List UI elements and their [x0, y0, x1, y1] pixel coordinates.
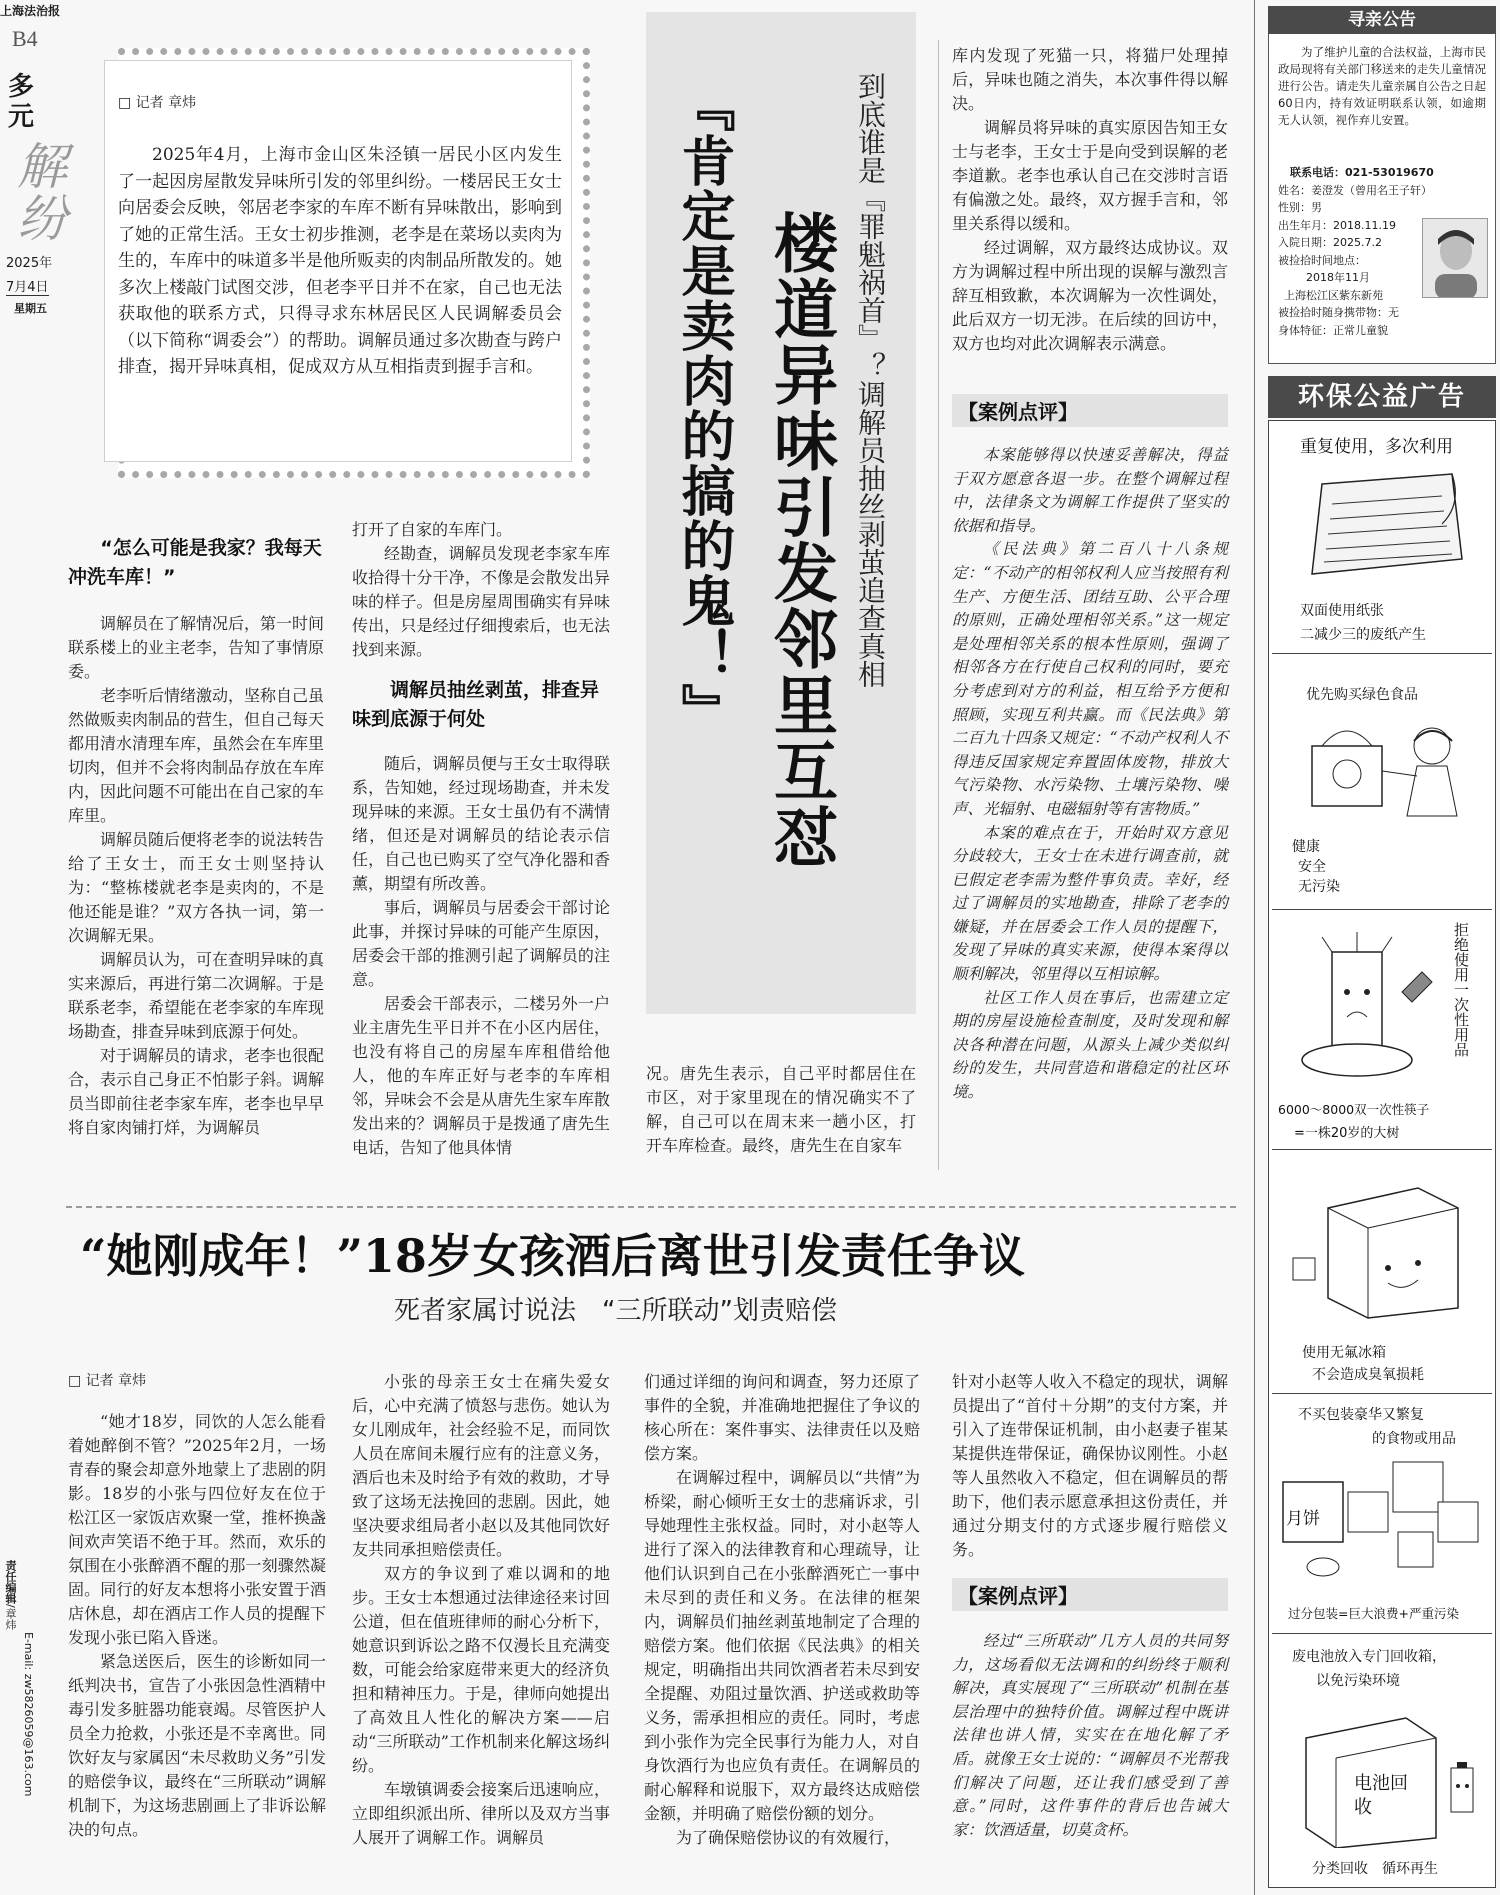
- column-rule: [938, 40, 939, 1170]
- notice-name: 姓名：姜澄发（曾用名王子轩）: [1278, 183, 1432, 197]
- paragraph: 本案能够得以快速妥善解决，得益于双方愿意各退一步。在整个调解过程中，法律条文为调解工作提供了坚实的依据和指导。: [952, 446, 1228, 535]
- paragraph: 老李听后情绪激动，坚称自己虽然做贩卖肉制品的营生，但自己每天都用清水清理车库，虽然会在车库里切肉，但并不会将肉制品存放在车库内，因此问题不可能出在自己家的车库里。: [68, 686, 325, 825]
- article1-kicker: 到底谁是『罪魁祸首』？调解员抽丝剥茧追查真相: [854, 72, 887, 688]
- article1-lead: 2025年4月，上海市金山区朱泾镇一居民小区内发生了一起因房屋散发异味所引发的邻里纠纷。一楼居民王女士向居委会反映，邻居老李家的车库不断有异味散出，影响到了她的正常生活。王女士初步推测，老李是在菜场以卖肉为生的，车库中的味道多半是他所贩卖的肉制品所散发的。她多次上楼敲门试图交涉，但老李平日并不在家，自己也无法获取他的联系方式，只得寻求东林居民区人民调解委员会（以下简称“调委会”）的帮助。调解员通过多次勘查与跨户排查，揭开异味真相，促成双方从互相指责到握手言和。: [118, 145, 562, 377]
- paragraph: 调解员将异味的真实原因告知王女士与老李，王女士于是向受到误解的老李道歉。老李也承认自己在交涉时言语有偏激之处。最终，双方握手言和，邻里关系得以缓和。: [952, 118, 1228, 233]
- section-title-b: 解纷: [9, 140, 67, 244]
- paragraph: 紧急送医后，医生的诊断如同一纸判决书，宣告了小张因急性酒精中毒引发多脏器功能衰竭。尽管医护人员全力抢救，小张还是不幸离世。同饮好友与家属因“未尽救助义务”引发的赔偿争议，最终在“三所联动”调解机制下，为这场悲剧画上了非诉讼解决的句点。: [68, 1652, 326, 1839]
- paragraph: 经过调解，双方最终达成协议。双方为调解过程中所出现的误解与激烈言辞互相致歉，本次调解为一次性调处，此后双方一切无涉。在后续的回访中，双方也均对此次调解表示满意。: [952, 238, 1228, 353]
- notice-found-place: 上海松江区紫东新苑: [1284, 288, 1383, 302]
- ad-p6-t2: 以免污染环境: [1316, 1673, 1400, 1689]
- paper-logo: 上海法治报: [0, 4, 61, 18]
- paragraph: 对于调解员的请求，老李也很配合，表示自己身正不怕影子斜。调解员当即前往老李家车库，老李也早早将自家肉铺打烊，为调解员: [68, 1046, 325, 1137]
- editor-name: /章炜: [4, 1604, 17, 1630]
- article2-review: [952, 1630, 1228, 1842]
- notice-body: 身体特征：正常儿童貌: [1278, 323, 1388, 337]
- article1-review-tag: 【案例点评】: [952, 394, 1228, 427]
- ad-p3-side: 拒绝使用一次性用品: [1452, 922, 1470, 1057]
- article1-review: [952, 444, 1228, 1105]
- paragraph: 调解员随后便将老李的说法转告给了王女士，而王女士则坚持认为：“整栋楼就老李是卖肉的，不是他还能是谁？”双方各执一词，第一次调解无果。: [68, 830, 325, 945]
- article-divider: [66, 1206, 1236, 1208]
- ad-p6-t1: 废电池放入专门回收箱，: [1292, 1649, 1446, 1665]
- paragraph: 调解员在了解情况后，第一时间联系楼上的业主老李，告知了事情原委。: [68, 614, 325, 681]
- issue-date: 7月4日: [6, 276, 49, 296]
- ad-p2-top: 优先购买绿色食品: [1306, 687, 1418, 703]
- notice-items: 被捡拾时随身携带物：无: [1278, 306, 1399, 319]
- ad-p1-top: 重复使用，多次利用: [1300, 437, 1453, 457]
- ad-p6-b: 分类回收 循环再生: [1312, 1861, 1438, 1877]
- issue-weekday: 星期五: [14, 302, 47, 315]
- ad-p2-l3: 无污染: [1298, 879, 1340, 895]
- ad-p6-box: 电池回收: [1354, 1773, 1408, 1818]
- paragraph: 车墩镇调委会接案后迅速响应，立即组织派出所、律所以及双方当事人展开了调解工作。调解员: [352, 1780, 610, 1847]
- notice-intro: 为了维护儿童的合法权益，上海市民政局现将有关部门移送来的走失儿童情况进行公告。请走失儿童亲属自公告之日起60日内，持有效证明联系认领，如逾期无人认领，视作弃儿安置。: [1278, 45, 1486, 127]
- paper-sheet-icon: [1302, 464, 1472, 584]
- page-number: B4: [12, 26, 38, 51]
- paragraph: 本案的难点在于，开始时双方意见分歧较大，王女士在未进行调查前，就已假定老李需为整件事负责。幸好，经过了调解员的实地勘查，排除了老李的嫌疑，并在居委会工作人员的提醒下，发现了异味的真实来源，使得本案得以顺利解决，邻里得以互相谅解。: [952, 823, 1228, 984]
- ad-p5-box: 月饼: [1286, 1509, 1320, 1529]
- article2-col4: [952, 1370, 1228, 1562]
- editor-credit: [2, 1560, 18, 1630]
- paragraph: 社区工作人员在事后，也需建立定期的房屋设施检查制度，及时发现和解决各种潜在问题，从源头上减少类似纠纷的发生，共同营造和谐稳定的社区环境。: [952, 988, 1228, 1102]
- column-rule: [1254, 0, 1255, 1895]
- ad-panel-fridge: [1272, 1152, 1492, 1394]
- ad-p1-bottom2: 二减少三的废纸产生: [1300, 627, 1426, 643]
- paragraph: 双方的争议到了难以调和的地步。王女士本想通过法律途径来讨回公道，但在值班律师的耐心分析下，她意识到诉讼之路不仅漫长且充满变数，可能会给家庭带来更大的经济负担和精神压力。于是，律师向她提出了高效且人性化的解决方案——启动“三所联动”工作机制来化解这场纠纷。: [352, 1564, 610, 1775]
- tree-stump-icon: [1292, 932, 1442, 1092]
- article1-headline: 楼道异味引发邻里互怼: [763, 210, 838, 870]
- article2-byline: □ 记者 章炜: [68, 1373, 147, 1389]
- paragraph: 经过“三所联动”几方人员的共同努力，这场看似无法调和的纠纷终于顺利解决，真实展现了“三所联动”机制在基层治理中的独特价值。调解过程中既讲法律也讲人情，实实在在地化解了矛盾。就像王女士说的：“调解员不光帮我们解决了问题，还让我们感受到了善意。”同时，这件事件的背后也告诫大家：饮酒适量，切莫贪杯。: [952, 1632, 1228, 1839]
- paragraph: 《民法典》第二百八十八条规定：“不动产的相邻权利人应当按照有利生产、方便生活、团结互助、公平合理的原则，正确处理相邻关系。”这一规定是处理相邻关系的根本性原则，强调了相邻各方在行使自己权利的同时，要充分考虑到对方的利益，相互给予方便和照顾，实现互利共赢。而《民法典》第二百九十四条又规定：“不动产权利人不得违反国家规定弃置固体废物，排放大气污染物、水污染物、土壤污染物、噪声、光辐射、电磁辐射等有害物质。”: [952, 540, 1228, 818]
- ad-panel-paper: [1272, 424, 1492, 654]
- article1-quote-headline: 『肯定是卖肉的搞的鬼！』: [673, 78, 737, 738]
- paragraph: 经勘查，调解员发现老李家车库收拾得十分干净，不像是会散发出异味的样子。但是房屋周围确实有异味传出，只是经过仔细搜索后，也无法找到来源。: [352, 544, 610, 659]
- article1-col1: [68, 612, 324, 1140]
- paragraph: 调解员认为，可在查明异味的真实来源后，再进行第二次调解。于是联系老李，希望能在老李家的车库现场勘查，排查异味到底源于何处。: [68, 950, 325, 1041]
- article2-col1: [68, 1410, 326, 1842]
- ad-title: 环保公益广告: [1268, 376, 1496, 418]
- notice-gender: 性别：男: [1278, 201, 1322, 214]
- paragraph: 针对小赵等人收入不稳定的现状，调解员提出了“首付＋分期”的支付方案，并引入了连带保证机制，由小赵妻子崔某某提供连带保证，确保协议刚性。小赵等人虽然收入不稳定，但在调解员的帮助下，他们表示愿意承担这份责任，并通过分期支付的方式逐步履行赔偿义务。: [952, 1372, 1228, 1559]
- notice-found-time: 2018年11月: [1306, 271, 1370, 284]
- paragraph: 随后，调解员便与王女士取得联系，告知她，经过现场勘查，并未发现异味的来源。王女士虽仍有不满情绪，但还是对调解员的结论表示信任，自己也已购买了空气净化器和香薰，期望有所改善。: [352, 754, 610, 893]
- article1-byline: □ 记者 章炜: [118, 95, 197, 111]
- ad-panel-packaging: [1272, 1396, 1492, 1634]
- paragraph: 打开了自家的车库门。: [352, 520, 513, 539]
- paragraph: 小张的母亲王女士在痛失爱女后，心中充满了愤怒与悲伤。她认为女儿刚成年，社会经验不足，而同饮人员在席间未履行应有的注意义务，酒后也未及时给予有效的救助，才导致了这场无法挽回的悲剧。因此，她坚决要求组局者小赵以及其他同饮好友共同承担赔偿责任。: [352, 1372, 610, 1559]
- article1-col4a: [952, 44, 1228, 356]
- ad-panel-battery: [1272, 1636, 1492, 1886]
- ad-p4-b2: 不会造成臭氧损耗: [1312, 1367, 1424, 1383]
- paragraph: “她才18岁，同饮的人怎么能看着她醉倒不管？”2025年2月，一场青春的聚会却意外地蒙上了悲剧的阴影。18岁的小张与四位好友在位于松江区一家饭店欢聚一堂，推杯换盏间欢声笑语不绝于耳。然而，欢乐的氛围在小张醉酒不醒的那一刻骤然凝固。同行的好友本想将小张安置于酒店休息，却在酒店工作人员的提醒下发现小张已陷入昏迷。: [68, 1412, 326, 1647]
- article2-review-tag: 【案例点评】: [952, 1578, 1228, 1611]
- article1-col2b: [352, 752, 610, 1160]
- ad-p3-b1: 6000～8000双一次性筷子: [1278, 1102, 1430, 1117]
- article2-col2: [352, 1370, 610, 1850]
- article2-headline: “她刚成年！”18岁女孩酒后离世引发责任争议: [80, 1229, 1025, 1283]
- paragraph: 为了确保赔偿协议的有效履行，: [676, 1828, 901, 1847]
- article1-col3: 况。唐先生表示，自己平时都居住在市区，对于家里现在的情况确实不了解，自己可以在周末来一趟小区，打开车库检查。最终，唐先生在自家车: [646, 1064, 916, 1155]
- article1-subheading-1: “怎么可能是我家？我每天冲洗车库！”: [68, 537, 322, 588]
- paragraph: 库内发现了死猫一只，将猫尸处理掉后，异味也随之消失，本次事件得以解决。: [952, 46, 1228, 113]
- ad-p3-b2: =一株20岁的大树: [1294, 1126, 1400, 1141]
- article2-subhead: 死者家属讨说法 “三所联动”划责赔偿: [394, 1296, 837, 1326]
- ad-p5-t2: 的食物或用品: [1372, 1431, 1456, 1447]
- issue-year: 2025年: [6, 256, 53, 271]
- ad-p2-l1: 健康: [1292, 839, 1320, 855]
- paragraph: 居委会干部表示，二楼另外一户业主唐先生平日并不在小区内居住，也没有将自己的房屋车库租借给他人，他的车库正好与老李的车库相邻，异味会不会是从唐先生家车库散发出来的？调解员于是拨通了唐先生电话，告知了他具体情: [352, 994, 610, 1157]
- fridge-icon: [1288, 1168, 1478, 1328]
- notice-admit: 入院日期：2025.7.2: [1278, 236, 1382, 249]
- paragraph: 事后，调解员与居委会干部讨论此事，并探讨异味的可能产生原因，居委会干部的推测引起了调解员的注意。: [352, 898, 610, 989]
- masthead-strip: [0, 0, 67, 1895]
- editor-email: E-mail: zw5826059@163.com: [22, 1632, 35, 1797]
- notice-title: 寻亲公告: [1268, 6, 1496, 34]
- ad-panel-chopsticks: [1272, 912, 1492, 1150]
- article2-col3: [644, 1370, 920, 1850]
- ad-p5-b: 过分包装=巨大浪费+严重污染: [1288, 1606, 1459, 1621]
- ad-p5-t1: 不买包装豪华又繁复: [1298, 1407, 1424, 1423]
- child-photo: [1422, 218, 1488, 298]
- notice-found-label: 被捡拾时间地点：: [1278, 253, 1366, 267]
- ad-p1-bottom1: 双面使用纸张: [1300, 603, 1384, 619]
- article1-col2a: [352, 518, 610, 662]
- notice-phone: 联系电话：021-53019670: [1290, 166, 1434, 179]
- ad-panel-food: [1272, 656, 1492, 910]
- shopping-girl-icon: [1292, 716, 1482, 836]
- paragraph: 们通过详细的询问和调查，努力还原了事件的全貌，并准确地把握住了争议的核心所在：案件事实、法律责任以及赔偿方案。: [644, 1372, 920, 1463]
- ad-p4-b1: 使用无氟冰箱: [1302, 1345, 1386, 1361]
- editor-label: 责任编辑: [4, 1560, 17, 1604]
- paragraph: 在调解过程中，调解员以“共情”为桥梁，耐心倾听王女士的悲痛诉求，引导她理性主张权益。同时，对小赵等人进行了深入的法律教育和心理疏导，让他们认识到自己在小张醉酒死亡一事中未尽到的责任和义务。在法律的框架内，调解员们抽丝剥茧地制定了合理的赔偿方案。他们依据《民法典》的相关规定，明确指出共同饮酒者若未尽到安全提醒、劝阻过量饮酒、护送或救助等义务，需承担相应的责任。同时，考虑到小张作为完全民事行为能力人，对自身饮酒行为也应负有责任。在调解员的耐心解释和说服下，双方最终达成赔偿金额，并明确了赔偿份额的划分。: [644, 1468, 920, 1823]
- section-title-a: 多元: [8, 72, 35, 132]
- article1-subheading-2: 调解员抽丝剥茧，排查异味到底源于何处: [352, 679, 600, 730]
- ad-p2-l2: 安全: [1298, 859, 1326, 875]
- notice-birth: 出生年月：2018.11.19: [1278, 218, 1396, 232]
